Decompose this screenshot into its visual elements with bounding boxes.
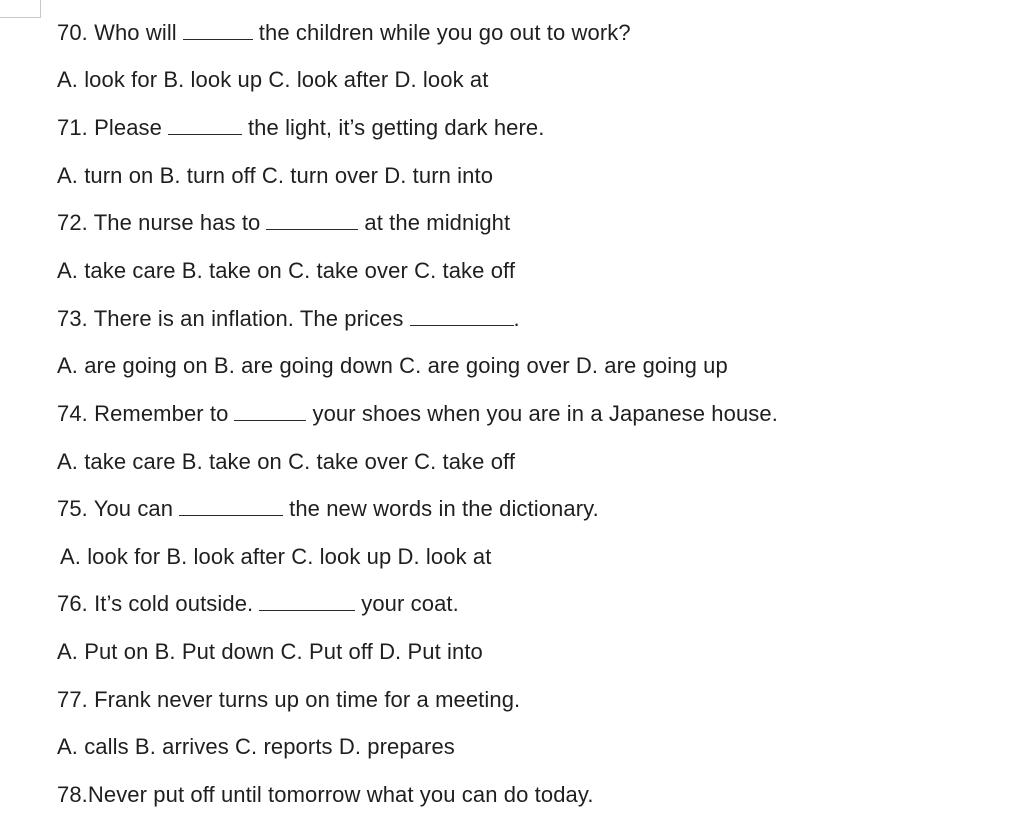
question-text-before-blank: 70. Who will xyxy=(57,20,177,45)
answer-blank xyxy=(266,213,358,230)
question-text-before-blank: 74. Remember to xyxy=(57,401,229,426)
question-74 xyxy=(57,400,778,428)
question-text-after-blank: your shoes when you are in a Japanese house. xyxy=(312,401,778,426)
question-75 xyxy=(57,495,599,523)
page-corner-mark xyxy=(0,0,41,18)
answer-blank xyxy=(168,118,242,135)
answer-blank xyxy=(259,594,355,611)
question-text-after-blank: the light, it’s getting dark here. xyxy=(247,115,545,140)
question-text-after-blank: the children while you go out to work? xyxy=(258,20,631,45)
question-text-before-blank: 71. Please xyxy=(57,115,162,140)
question-70 xyxy=(57,19,631,47)
options-70: A. look for B. look up C. look after D. look at xyxy=(57,67,489,92)
answer-blank xyxy=(183,23,253,40)
question-text-before-blank: 73. There is an inflation. The prices xyxy=(57,306,404,331)
question-text-before-blank: 76. It’s cold outside. xyxy=(57,591,254,616)
options-75: A. look for B. look after C. look up D. look at xyxy=(60,544,492,569)
answer-blank xyxy=(410,309,514,326)
question-77: 77. Frank never turns up on time for a meeting. xyxy=(57,687,521,712)
options-76: A. Put on B. Put down C. Put off D. Put into xyxy=(57,639,483,664)
answer-blank xyxy=(179,499,283,516)
options-72: A. take care B. take on C. take over C. take off xyxy=(57,258,516,283)
options-77: A. calls B. arrives C. reports D. prepares xyxy=(57,734,455,759)
options-73: A. are going on B. are going down C. are going over D. are going up xyxy=(57,353,728,378)
question-72 xyxy=(57,209,510,237)
question-78: 78.Never put off until tomorrow what you can do today. xyxy=(57,782,594,807)
question-71 xyxy=(57,114,544,142)
options-74: A. take care B. take on C. take over C. take off xyxy=(57,449,516,474)
question-76 xyxy=(57,590,459,618)
answer-blank xyxy=(234,404,306,421)
question-text-after-blank: your coat. xyxy=(361,591,459,616)
question-text-after-blank: . xyxy=(513,306,520,331)
options-71: A. turn on B. turn off C. turn over D. turn into xyxy=(57,163,494,188)
question-text-after-blank: at the midnight xyxy=(364,210,511,235)
question-text-before-blank: 75. You can xyxy=(57,496,174,521)
question-73 xyxy=(57,305,520,333)
question-text-before-blank: 72. The nurse has to xyxy=(57,210,261,235)
question-text-after-blank: the new words in the dictionary. xyxy=(289,496,599,521)
